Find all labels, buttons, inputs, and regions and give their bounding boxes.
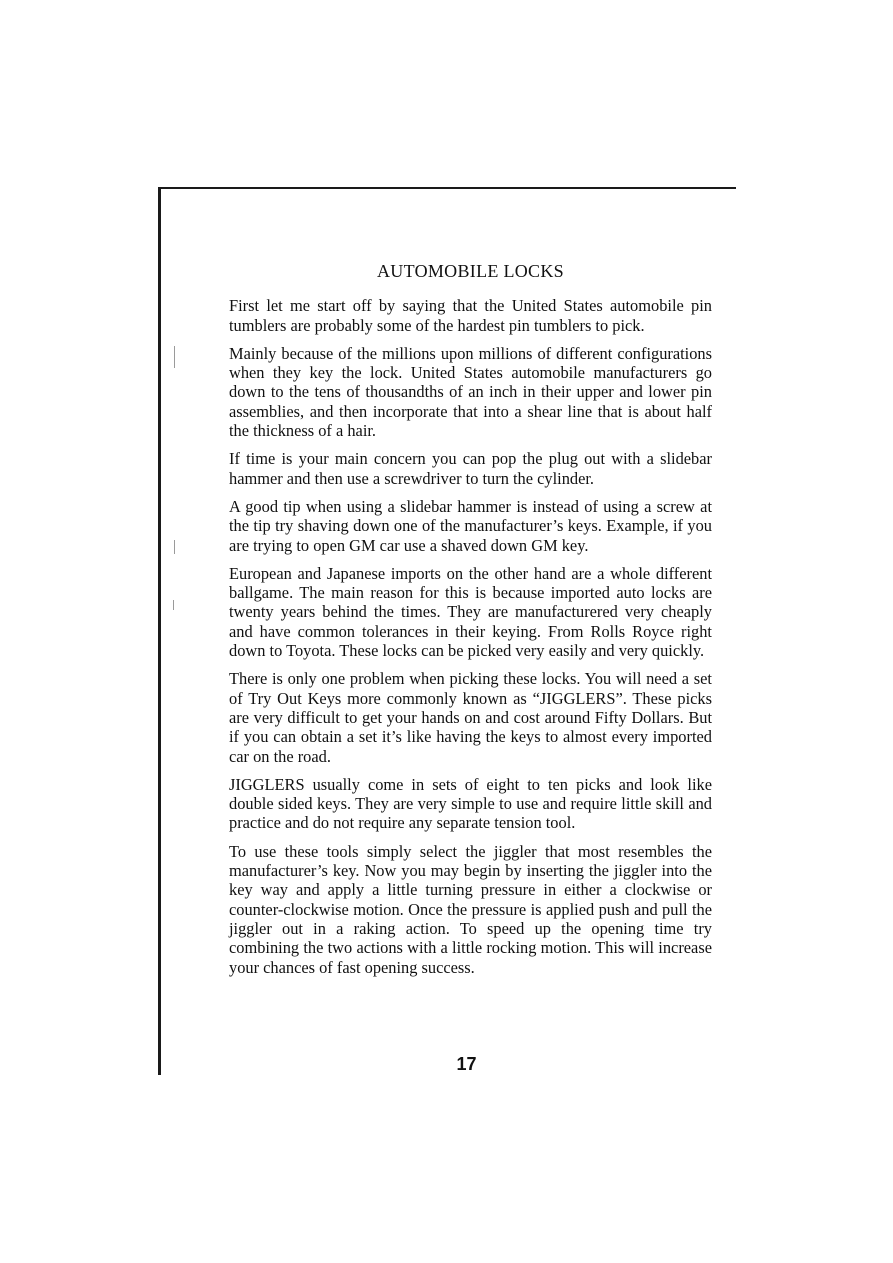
margin-mark [173, 600, 174, 610]
paragraph: If time is your main concern you can pop the plug out with a slidebar hammer and then use a screwdriver to turn the cylinder. [229, 449, 712, 488]
paragraph: First let me start off by saying that the United States automobile pin tumblers are probably some of the hardest pin tumblers to pick. [229, 296, 712, 335]
paragraph: A good tip when using a slidebar hammer is instead of using a screw at the tip try shaving down one of the manufacturer’s keys. Example, if you are trying to open GM car use a shaved down GM key. [229, 496, 712, 555]
paragraph: To use these tools simply select the jiggler that most resembles the manufacturer’s key. Now you may begin by inserting the jiggler into the key way and apply a little turning pressure in either a clockwise or counter-clockwise motion. Once the pressure is applied push and pull the jiggler out in a raking action. To speed up the opening time try combining the two actions with a little rocking motion. This will increase your chances of fast opening success. [229, 841, 712, 977]
paragraph: Mainly because of the millions upon millions of different configurations when they key the lock. United States automobile manufacturers go down to the tens of thousandths of an inch in their upper and lower pin assemblies, and then incorporate that into a shear line that is about half the thickness of a hair. [229, 343, 712, 441]
paragraph: There is only one problem when picking these locks. You will need a set of Try Out Keys more commonly known as “JIGGLERS”. These picks are very difficult to get your hands on and cost around Fifty Dollars. But if you can obtain a set it’s like having the keys to almost every imported car on the road. [229, 669, 712, 766]
page-top-rule [158, 187, 736, 189]
paragraph: JIGGLERS usually come in sets of eight to ten picks and look like double sided keys. They are very simple to use and require little skill and practice and do not require any separate tension tool. [229, 774, 712, 833]
paragraph: European and Japanese imports on the other hand are a whole different ballgame. The main reason for this is because imported auto locks are twenty years behind the times. They are manufacturered very cheaply and have common tolerances in their keying. From Rolls Royce right down to Toyota. These locks can be picked very easily and very quickly. [229, 563, 712, 661]
margin-mark [174, 540, 175, 554]
page-left-rule [158, 187, 161, 1075]
page-number-container [0, 1054, 893, 1075]
page-title: AUTOMOBILE LOCKS [377, 261, 564, 281]
page-number: 17 [456, 1054, 477, 1074]
article-body [229, 262, 712, 986]
margin-mark [174, 346, 175, 368]
